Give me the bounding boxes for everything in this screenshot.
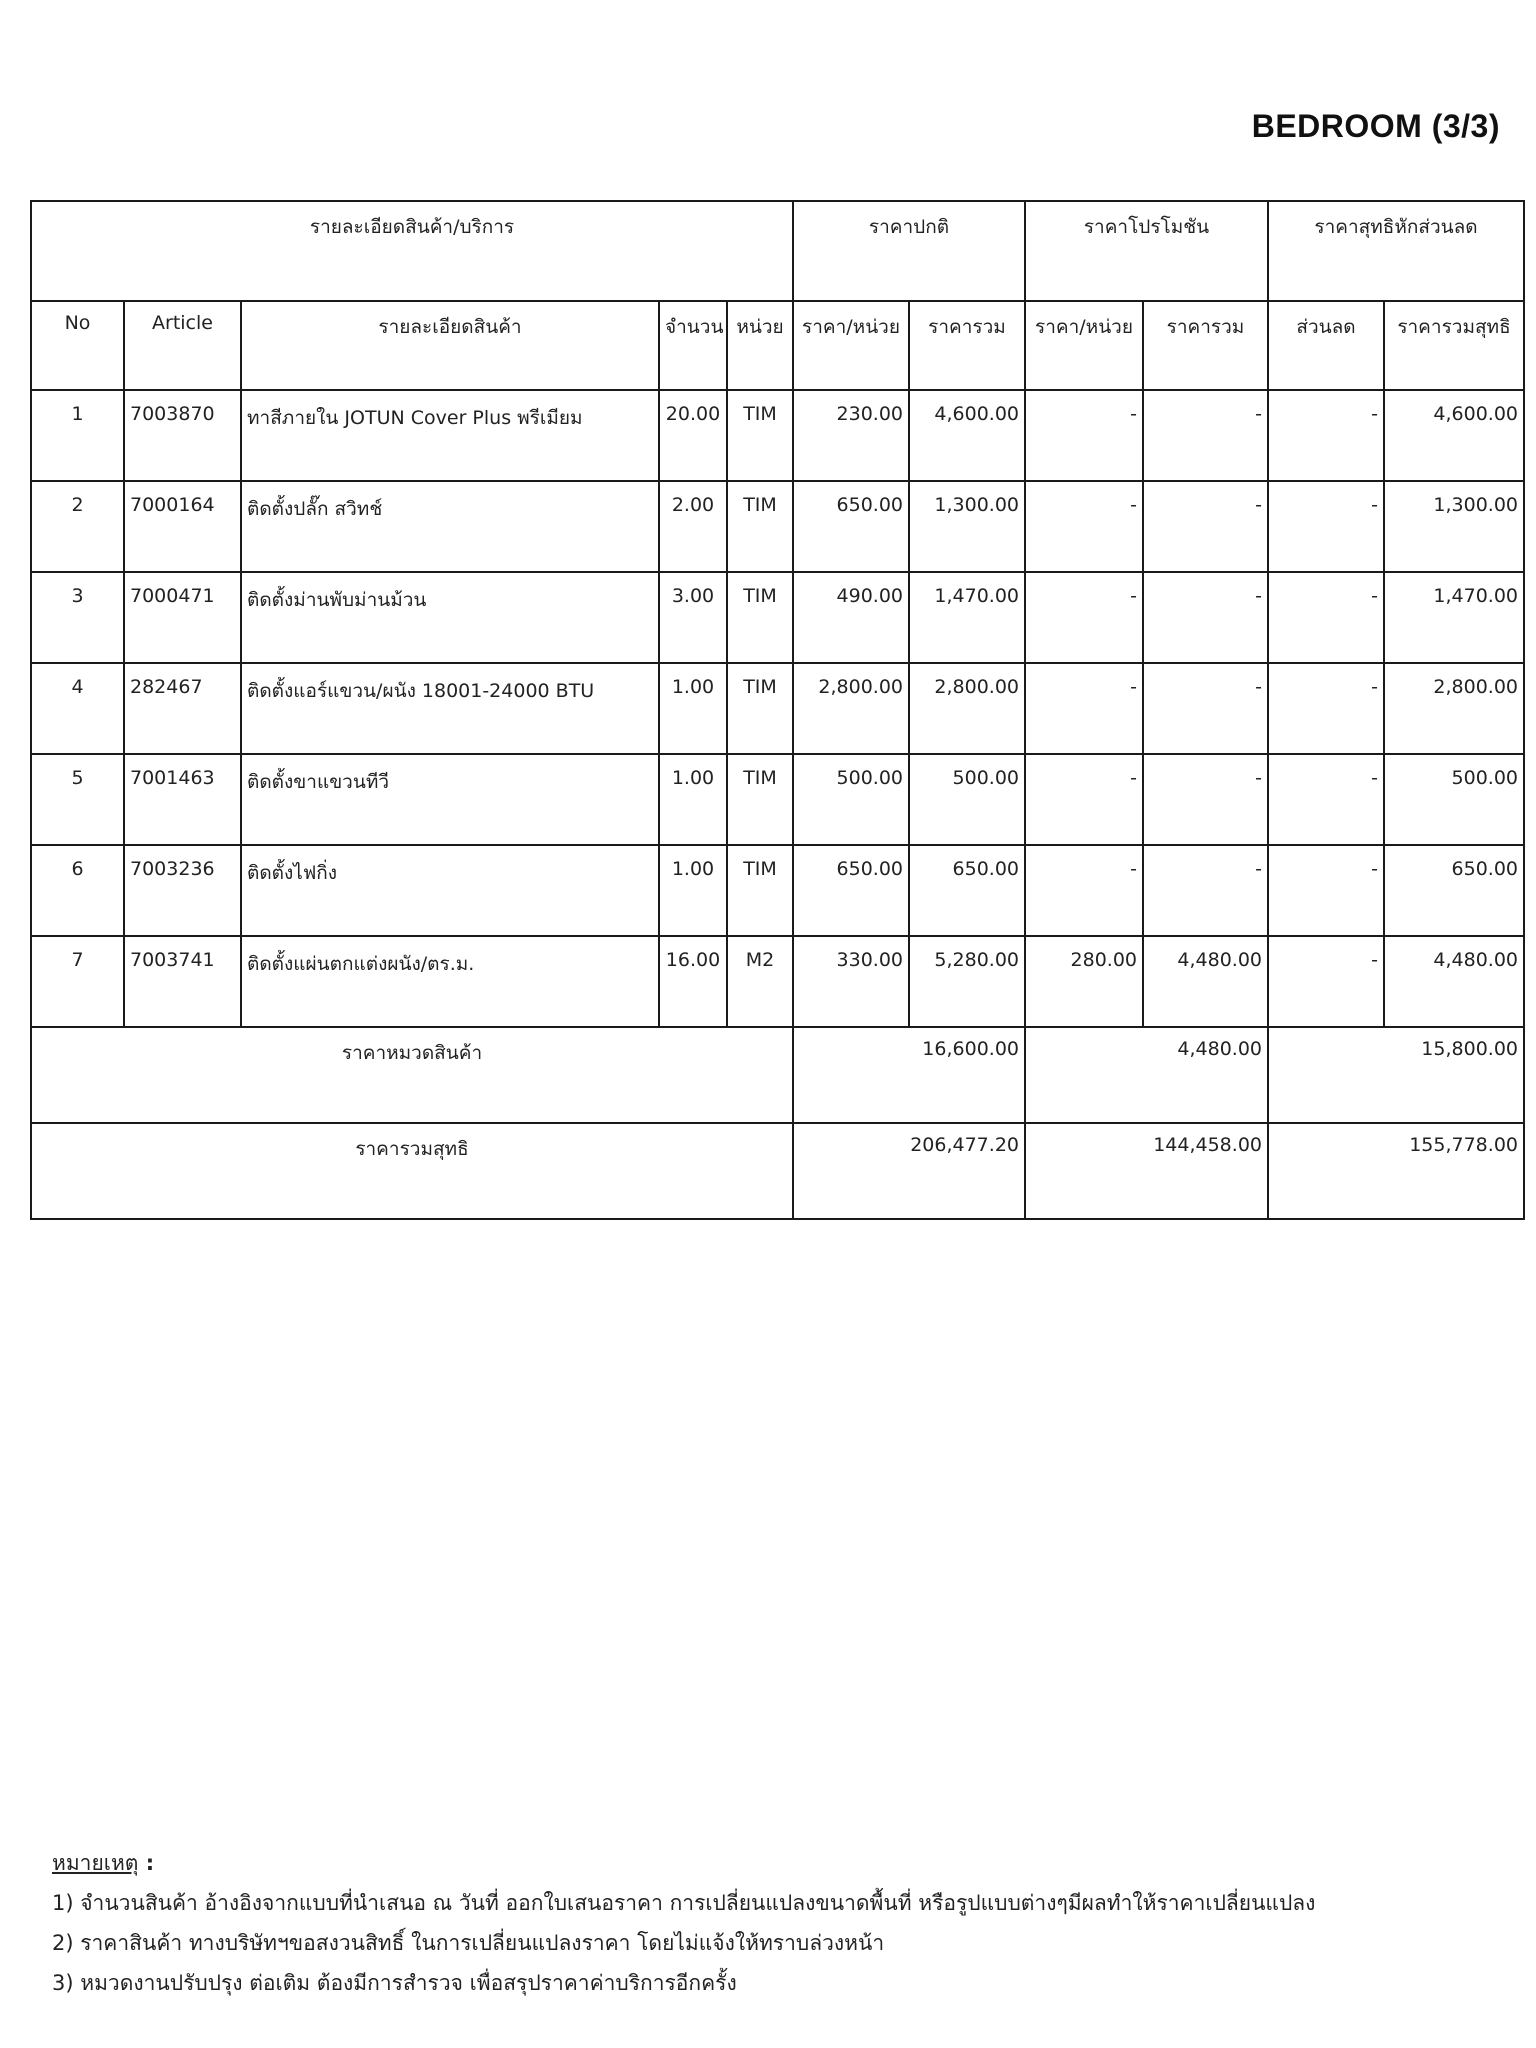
col-header-total: ราคารวม (909, 301, 1025, 390)
cell-promo-total: - (1143, 481, 1268, 572)
category-total-label: ราคาหมวดสินค้า (31, 1027, 793, 1123)
cell-unit-price: 330.00 (793, 936, 909, 1027)
grand-total-label: ราคารวมสุทธิ (31, 1123, 793, 1219)
grand-total-normal: 206,477.20 (793, 1123, 1025, 1219)
cell-net-total: 4,480.00 (1384, 936, 1524, 1027)
table-row (31, 754, 1524, 845)
cell-unit-price: 230.00 (793, 390, 909, 481)
cell-promo-unit-price: - (1025, 390, 1143, 481)
column-header-row (31, 301, 1524, 390)
cell-net-total: 2,800.00 (1384, 663, 1524, 754)
cell-unit: TIM (727, 754, 793, 845)
grand-total-row (31, 1123, 1524, 1219)
cell-net-total: 1,470.00 (1384, 572, 1524, 663)
cell-promo-total: - (1143, 663, 1268, 754)
cell-no: 6 (31, 845, 124, 936)
table-row (31, 481, 1524, 572)
cell-article: 7000471 (124, 572, 241, 663)
table-row (31, 390, 1524, 481)
cell-unit-price: 650.00 (793, 481, 909, 572)
cell-promo-total: 4,480.00 (1143, 936, 1268, 1027)
cell-no: 3 (31, 572, 124, 663)
cell-qty: 1.00 (659, 663, 727, 754)
cell-total: 5,280.00 (909, 936, 1025, 1027)
cell-discount: - (1268, 481, 1384, 572)
cell-discount: - (1268, 390, 1384, 481)
table-row (31, 845, 1524, 936)
cell-article: 7003236 (124, 845, 241, 936)
cell-article: 7003870 (124, 390, 241, 481)
col-header-promo-unit-price: ราคา/หน่วย (1025, 301, 1143, 390)
col-header-unit: หน่วย (727, 301, 793, 390)
notes-title: หมายเหตุ (52, 1851, 139, 1875)
cell-description: ติดตั้งไฟกิ่ง (241, 845, 659, 936)
cell-qty: 16.00 (659, 936, 727, 1027)
category-total-net: 15,800.00 (1268, 1027, 1524, 1123)
table-row (31, 572, 1524, 663)
cell-description: ติดตั้งม่านพับม่านม้วน (241, 572, 659, 663)
cell-promo-unit-price: - (1025, 754, 1143, 845)
cell-discount: - (1268, 663, 1384, 754)
cell-unit: TIM (727, 845, 793, 936)
col-header-article: Article (124, 301, 241, 390)
cell-total: 500.00 (909, 754, 1025, 845)
col-header-description: รายละเอียดสินค้า (241, 301, 659, 390)
table-row (31, 936, 1524, 1027)
cell-promo-unit-price: - (1025, 481, 1143, 572)
cell-description: ทาสีภายใน JOTUN Cover Plus พรีเมียม (241, 390, 659, 481)
col-header-qty: จำนวน (659, 301, 727, 390)
cell-promo-total: - (1143, 754, 1268, 845)
cell-promo-unit-price: 280.00 (1025, 936, 1143, 1027)
cell-no: 4 (31, 663, 124, 754)
cell-article: 7003741 (124, 936, 241, 1027)
cell-promo-total: - (1143, 572, 1268, 663)
cell-net-total: 4,600.00 (1384, 390, 1524, 481)
cell-qty: 3.00 (659, 572, 727, 663)
col-header-discount: ส่วนลด (1268, 301, 1384, 390)
cell-description: ติดตั้งแอร์แขวน/ผนัง 18001-24000 BTU (241, 663, 659, 754)
cell-discount: - (1268, 845, 1384, 936)
group-header-details: รายละเอียดสินค้า/บริการ (31, 201, 793, 301)
cell-promo-unit-price: - (1025, 572, 1143, 663)
cell-promo-unit-price: - (1025, 663, 1143, 754)
cell-article: 7000164 (124, 481, 241, 572)
cell-no: 7 (31, 936, 124, 1027)
cell-net-total: 650.00 (1384, 845, 1524, 936)
cell-unit: TIM (727, 390, 793, 481)
cell-qty: 2.00 (659, 481, 727, 572)
cell-total: 1,470.00 (909, 572, 1025, 663)
group-header-normal-price: ราคาปกติ (793, 201, 1025, 301)
col-header-no: No (31, 301, 124, 390)
cell-description: ติดตั้งขาแขวนทีวี (241, 754, 659, 845)
cell-unit-price: 650.00 (793, 845, 909, 936)
cell-unit: TIM (727, 572, 793, 663)
cell-unit: M2 (727, 936, 793, 1027)
cell-discount: - (1268, 936, 1384, 1027)
notes-colon: : (138, 1851, 155, 1875)
note-item: 3) หมวดงานปรับปรุง ต่อเติม ต้องมีการสำรวจ เพื่อสรุปราคาค่าบริการอีกครั้ง (52, 1971, 737, 1995)
cell-discount: - (1268, 754, 1384, 845)
cell-no: 1 (31, 390, 124, 481)
table-row (31, 663, 1524, 754)
cell-total: 2,800.00 (909, 663, 1025, 754)
page-title: BEDROOM (3/3) (1251, 108, 1500, 144)
quotation-table (30, 200, 1525, 1220)
cell-article: 7001463 (124, 754, 241, 845)
note-item: 1) จำนวนสินค้า อ้างอิงจากแบบที่นำเสนอ ณ วันที่ ออกใบเสนอราคา การเปลี่ยนแปลงขนาดพื้นที่ หรือรูปแบบต่างๆมีผลทำให้ราคาเปลี่ยนแปลง (52, 1891, 1316, 1915)
cell-unit-price: 500.00 (793, 754, 909, 845)
cell-qty: 1.00 (659, 754, 727, 845)
cell-discount: - (1268, 572, 1384, 663)
grand-total-promo: 144,458.00 (1025, 1123, 1268, 1219)
cell-qty: 20.00 (659, 390, 727, 481)
col-header-promo-total: ราคารวม (1143, 301, 1268, 390)
cell-promo-total: - (1143, 390, 1268, 481)
col-header-unit-price: ราคา/หน่วย (793, 301, 909, 390)
cell-description: ติดตั้งปลั๊ก สวิทช์ (241, 481, 659, 572)
cell-total: 650.00 (909, 845, 1025, 936)
col-header-net-total: ราคารวมสุทธิ (1384, 301, 1524, 390)
cell-unit: TIM (727, 663, 793, 754)
group-header-row (31, 201, 1524, 301)
category-total-row (31, 1027, 1524, 1123)
group-header-net-price: ราคาสุทธิหักส่วนลด (1268, 201, 1524, 301)
cell-article: 282467 (124, 663, 241, 754)
cell-unit: TIM (727, 481, 793, 572)
cell-net-total: 1,300.00 (1384, 481, 1524, 572)
cell-promo-unit-price: - (1025, 845, 1143, 936)
cell-unit-price: 490.00 (793, 572, 909, 663)
category-total-normal: 16,600.00 (793, 1027, 1025, 1123)
cell-no: 5 (31, 754, 124, 845)
cell-net-total: 500.00 (1384, 754, 1524, 845)
notes-heading (52, 1843, 1512, 1883)
cell-description: ติดตั้งแผ่นตกแต่งผนัง/ตร.ม. (241, 936, 659, 1027)
group-header-promo-price: ราคาโปรโมชัน (1025, 201, 1268, 301)
cell-unit-price: 2,800.00 (793, 663, 909, 754)
cell-total: 1,300.00 (909, 481, 1025, 572)
cell-no: 2 (31, 481, 124, 572)
cell-promo-total: - (1143, 845, 1268, 936)
cell-qty: 1.00 (659, 845, 727, 936)
note-item: 2) ราคาสินค้า ทางบริษัทฯขอสงวนสิทธิ์ ในการเปลี่ยนแปลงราคา โดยไม่แจ้งให้ทราบล่วงหน้า (52, 1931, 885, 1955)
category-total-promo: 4,480.00 (1025, 1027, 1268, 1123)
notes-section (52, 1843, 1512, 2003)
cell-total: 4,600.00 (909, 390, 1025, 481)
grand-total-net: 155,778.00 (1268, 1123, 1524, 1219)
